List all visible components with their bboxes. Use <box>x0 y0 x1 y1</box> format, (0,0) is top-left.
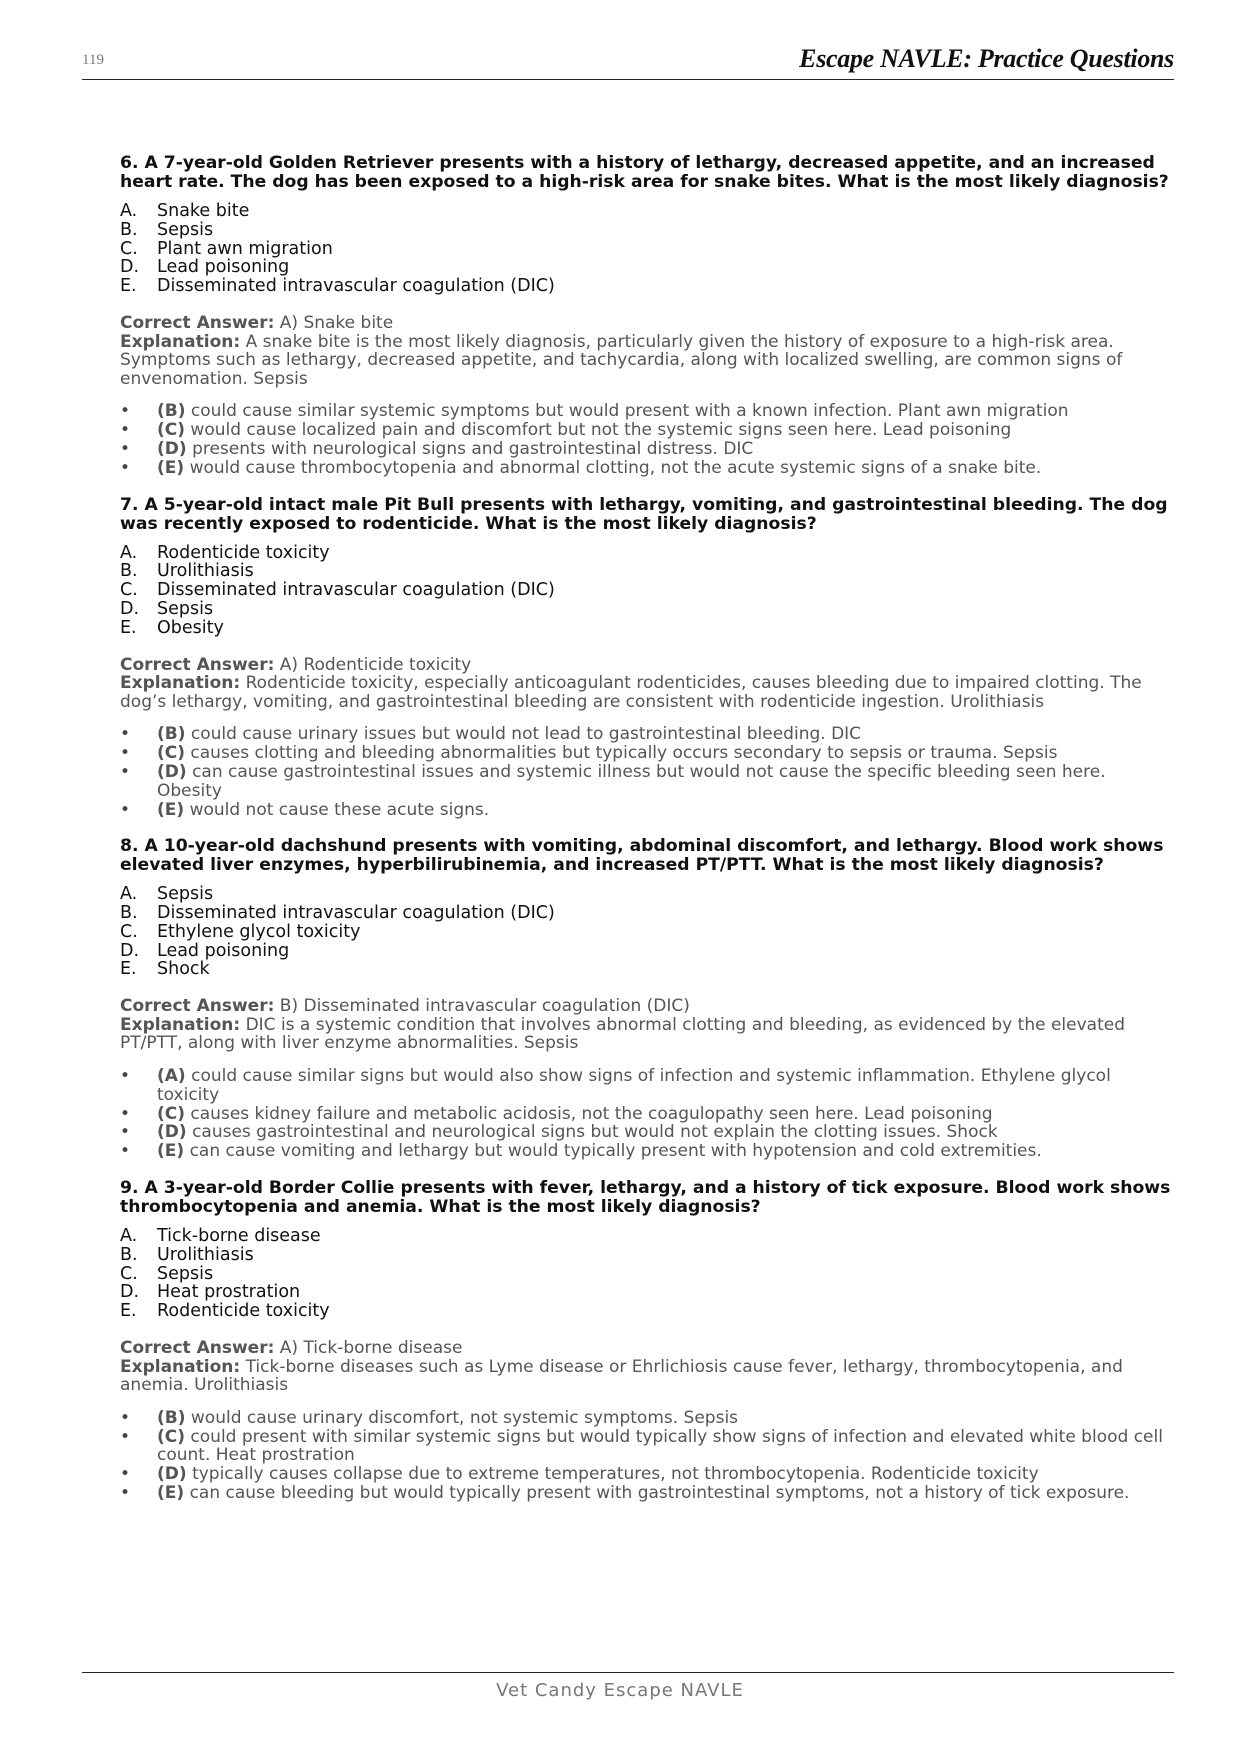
distractor-notes <box>120 725 1175 819</box>
option-text: Shock <box>157 959 210 980</box>
distractor-text: can cause gastrointestinal issues and systemic illness but would not cause the specific bleeding seen here. Obesity <box>157 761 1106 801</box>
answer-option <box>120 544 1175 563</box>
option-letter: D. <box>120 257 140 278</box>
option-letter: A. <box>120 1226 138 1247</box>
answer-options <box>120 544 1175 638</box>
distractor-note <box>120 1465 1175 1484</box>
question-block <box>120 496 1175 820</box>
option-code: (E) <box>157 1483 185 1503</box>
distractor-note <box>120 1123 1175 1142</box>
option-letter: D. <box>120 1282 140 1303</box>
option-letter: E. <box>120 276 137 297</box>
bullet-icon: • <box>120 438 131 459</box>
option-letter: B. <box>120 1244 138 1265</box>
correct-answer-line <box>120 997 1175 1016</box>
distractor-note-body <box>157 1484 1129 1503</box>
bullet-icon: • <box>120 799 131 820</box>
distractor-note-body <box>157 1123 998 1142</box>
correct-answer-value: B) Disseminated intravascular coagulation (DIC) <box>279 996 690 1017</box>
distractor-notes <box>120 1409 1175 1503</box>
distractor-note-body <box>157 421 1011 440</box>
option-text: Plant awn migration <box>157 238 333 259</box>
correct-answer-label: Correct Answer: <box>120 654 275 675</box>
distractor-note-body <box>157 744 1057 763</box>
explanation-label: Explanation: <box>120 331 241 352</box>
question-stem: 8. A 10-year-old dachshund presents with vomiting, abdominal discomfort, and lethargy. Blood work shows elevated liver enzymes, hyperbilirubinemia, and increased PT/PTT. What is the most likely diagnosis? <box>120 836 1164 876</box>
option-code: (D) <box>157 438 187 459</box>
correct-answer-label: Correct Answer: <box>120 996 275 1017</box>
question-block <box>120 837 1175 1161</box>
option-text: Disseminated intravascular coagulation (DIC) <box>157 276 555 297</box>
answer-option <box>120 562 1175 581</box>
distractor-note <box>120 1409 1175 1428</box>
distractor-notes <box>120 402 1175 477</box>
option-text: Heat prostration <box>157 1282 301 1303</box>
distractor-note <box>120 1484 1175 1503</box>
bullet-icon: • <box>120 1066 131 1087</box>
option-text: Disseminated intravascular coagulation (DIC) <box>157 903 555 924</box>
distractor-notes <box>120 1067 1175 1161</box>
distractor-note-body <box>157 1409 738 1428</box>
distractor-text: would cause thrombocytopenia and abnormal clotting, not the acute systemic signs of a snake bite. <box>189 457 1042 478</box>
option-code: (E) <box>157 1141 185 1162</box>
option-text: Sepsis <box>157 219 214 240</box>
distractor-note <box>120 402 1175 421</box>
distractor-text: causes gastrointestinal and neurological signs but would not explain the clotting issues. Shock <box>192 1122 998 1143</box>
distractor-text: causes kidney failure and metabolic acidosis, not the coagulopathy seen here. Lead poisoning <box>190 1103 993 1124</box>
correct-answer-value: A) Snake bite <box>279 312 394 333</box>
distractor-note <box>120 763 1175 801</box>
question-stem: 9. A 3-year-old Border Collie presents with fever, lethargy, and a history of tick exposure. Blood work shows thrombocytopenia and anemia. What is the most likely diagnosis? <box>120 1178 1171 1218</box>
option-code: (D) <box>157 1464 187 1485</box>
distractor-note-body <box>157 1465 1039 1484</box>
explanation-line <box>120 1016 1175 1053</box>
distractor-note-body <box>157 1142 1042 1161</box>
bullet-icon: • <box>120 1407 131 1428</box>
distractor-note <box>120 1105 1175 1124</box>
footer-divider <box>82 1672 1174 1673</box>
explanation-text: Tick-borne diseases such as Lyme disease or Ehrlichiosis cause fever, lethargy, thrombocytopenia, and anemia. Urolithiasis <box>120 1356 1123 1396</box>
distractor-note <box>120 725 1175 744</box>
answer-section <box>120 997 1175 1053</box>
question-stem: 7. A 5-year-old intact male Pit Bull presents with lethargy, vomiting, and gastrointestinal bleeding. The dog was recently exposed to rodenticide. What is the most likely diagnosis? <box>120 494 1168 534</box>
distractor-note-body <box>157 1067 1175 1105</box>
distractor-text: would not cause these acute signs. <box>189 799 490 820</box>
bullet-icon: • <box>120 743 131 764</box>
option-code: (C) <box>157 1103 186 1124</box>
option-code: (E) <box>157 799 185 820</box>
distractor-note-body <box>157 763 1175 801</box>
distractor-text: could cause urinary issues but would not lead to gastrointestinal bleeding. DIC <box>190 724 862 745</box>
option-code: (E) <box>157 457 185 478</box>
option-letter: C. <box>120 921 138 942</box>
explanation-text: DIC is a systemic condition that involves abnormal clotting and bleeding, as evidenced by the elevated PT/PTT, along with liver enzyme abnormalities. Sepsis <box>120 1014 1125 1054</box>
option-text: Sepsis <box>157 598 214 619</box>
header-divider <box>82 79 1174 80</box>
distractor-note <box>120 421 1175 440</box>
running-header-title: Escape NAVLE: Practice Questions <box>799 44 1174 73</box>
explanation-text: Rodenticide toxicity, especially anticoagulant rodenticides, causes bleeding due to impaired clotting. The dog’s lethargy, vomiting, and gastrointestinal bleeding are consistent with rodenticide ingestion. Urolithiasis <box>120 673 1142 712</box>
option-code: (D) <box>157 761 187 782</box>
answer-option <box>120 1227 1175 1246</box>
explanation-line <box>120 1358 1175 1395</box>
explanation-label: Explanation: <box>120 673 241 694</box>
correct-answer-line <box>120 1339 1175 1358</box>
distractor-text: could present with similar systemic signs but would typically show signs of infection and elevated white blood cell count. Heat prostration <box>157 1426 1163 1466</box>
option-code: (A) <box>157 1066 186 1087</box>
correct-answer-line <box>120 656 1175 675</box>
correct-answer-label: Correct Answer: <box>120 1338 275 1359</box>
question-block <box>120 154 1175 478</box>
distractor-text: can cause bleeding but would typically present with gastrointestinal symptoms, not a history of tick exposure. <box>189 1483 1130 1503</box>
distractor-note <box>120 1428 1175 1466</box>
answer-options <box>120 202 1175 296</box>
answer-option <box>120 942 1175 961</box>
distractor-note <box>120 801 1175 820</box>
bullet-icon: • <box>120 761 131 782</box>
answer-option <box>120 885 1175 904</box>
option-text: Sepsis <box>157 1263 214 1284</box>
answer-option <box>120 240 1175 259</box>
distractor-note <box>120 1142 1175 1161</box>
option-letter: C. <box>120 580 138 601</box>
explanation-line <box>120 333 1175 389</box>
bullet-icon: • <box>120 1103 131 1124</box>
distractor-note-body <box>157 1105 993 1124</box>
bullet-icon: • <box>120 420 131 441</box>
answer-section <box>120 314 1175 388</box>
explanation-label: Explanation: <box>120 1014 241 1035</box>
question-stem: 6. A 7-year-old Golden Retriever presents with a history of lethargy, decreased appetite, and an increased heart rate. The dog has been exposed to a high-risk area for snake bites. What is the most likely diagnosis? <box>120 153 1169 192</box>
explanation-text: A snake bite is the most likely diagnosis, particularly given the history of exposure to a high-risk area. Symptoms such as lethargy, decreased appetite, and tachycardia, along with localized swelling, are common signs of envenomation. Sepsis <box>120 331 1123 389</box>
option-text: Urolithiasis <box>157 1244 254 1265</box>
distractor-text: can cause vomiting and lethargy but would typically present with hypotension and cold extremities. <box>189 1141 1042 1162</box>
option-text: Snake bite <box>157 201 250 221</box>
option-text: Obesity <box>157 617 224 638</box>
correct-answer-line <box>120 314 1175 333</box>
bullet-icon: • <box>120 724 131 745</box>
option-code: (C) <box>157 743 186 764</box>
answer-option <box>120 1246 1175 1265</box>
distractor-note <box>120 1067 1175 1105</box>
answer-section <box>120 1339 1175 1395</box>
option-text: Rodenticide toxicity <box>157 1301 330 1322</box>
answer-option <box>120 600 1175 619</box>
footer-text: Vet Candy Escape NAVLE <box>496 1680 744 1701</box>
distractor-text: causes clotting and bleeding abnormalities but typically occurs secondary to sepsis or trauma. Sepsis <box>190 743 1058 764</box>
distractor-text: presents with neurological signs and gastrointestinal distress. DIC <box>192 438 754 459</box>
answer-option <box>120 1265 1175 1284</box>
option-letter: D. <box>120 598 140 619</box>
answer-section <box>120 656 1175 712</box>
option-letter: E. <box>120 617 137 638</box>
option-text: Lead poisoning <box>157 940 290 961</box>
option-text: Disseminated intravascular coagulation (DIC) <box>157 580 555 601</box>
distractor-note-body <box>157 459 1041 478</box>
distractor-text: typically causes collapse due to extreme temperatures, not thrombocytopenia. Rodenticide toxicity <box>192 1464 1039 1485</box>
distractor-note-body <box>157 440 753 459</box>
distractor-note-body <box>157 801 489 820</box>
bullet-icon: • <box>120 1426 131 1447</box>
answer-option <box>120 960 1175 979</box>
correct-answer-value: A) Rodenticide toxicity <box>279 654 472 675</box>
answer-option <box>120 221 1175 240</box>
distractor-text: would cause urinary discomfort, not systemic symptoms. Sepsis <box>190 1407 739 1428</box>
distractor-text: could cause similar systemic symptoms but would present with a known infection. Plant awn migration <box>190 401 1069 422</box>
option-letter: E. <box>120 1301 137 1322</box>
option-code: (C) <box>157 1426 186 1447</box>
answer-option <box>120 1302 1175 1321</box>
option-text: Tick-borne disease <box>157 1226 321 1247</box>
distractor-note <box>120 440 1175 459</box>
distractor-note-body <box>157 725 861 744</box>
option-code: (D) <box>157 1122 187 1143</box>
bullet-icon: • <box>120 401 131 422</box>
option-text: Ethylene glycol toxicity <box>157 921 361 942</box>
question-block <box>120 1179 1175 1503</box>
distractor-note <box>120 459 1175 478</box>
bullet-icon: • <box>120 1464 131 1485</box>
answer-options <box>120 885 1175 979</box>
distractor-text: could cause similar signs but would also show signs of infection and systemic inflammation. Ethylene glycol toxicity <box>157 1066 1111 1105</box>
bullet-icon: • <box>120 1141 131 1162</box>
explanation-label: Explanation: <box>120 1356 241 1377</box>
answer-option <box>120 202 1175 221</box>
option-letter: C. <box>120 1263 138 1284</box>
option-code: (B) <box>157 724 186 745</box>
option-text: Lead poisoning <box>157 257 290 278</box>
answer-option <box>120 1283 1175 1302</box>
option-letter: A. <box>120 884 138 905</box>
option-letter: C. <box>120 238 138 259</box>
distractor-text: would cause localized pain and discomfort but not the systemic signs seen here. Lead poisoning <box>190 420 1012 441</box>
correct-answer-label: Correct Answer: <box>120 312 275 333</box>
option-letter: D. <box>120 940 140 961</box>
answer-option <box>120 923 1175 942</box>
answer-option <box>120 904 1175 923</box>
option-text: Sepsis <box>157 884 214 905</box>
distractor-note-body <box>157 1428 1175 1466</box>
answer-option <box>120 619 1175 638</box>
option-letter: A. <box>120 201 138 221</box>
bullet-icon: • <box>120 1122 131 1143</box>
option-text: Rodenticide toxicity <box>157 542 330 563</box>
answer-option <box>120 581 1175 600</box>
option-letter: E. <box>120 959 137 980</box>
question-list <box>120 154 1175 1521</box>
page-number: 119 <box>82 52 104 68</box>
option-code: (C) <box>157 420 186 441</box>
option-letter: B. <box>120 219 138 240</box>
option-letter: A. <box>120 542 138 563</box>
option-code: (B) <box>157 1407 186 1428</box>
explanation-line <box>120 674 1175 711</box>
bullet-icon: • <box>120 1483 131 1503</box>
distractor-note-body <box>157 402 1069 421</box>
answer-options <box>120 1227 1175 1321</box>
distractor-note <box>120 744 1175 763</box>
option-letter: B. <box>120 903 138 924</box>
answer-option <box>120 258 1175 277</box>
answer-option <box>120 277 1175 296</box>
option-text: Urolithiasis <box>157 561 254 582</box>
bullet-icon: • <box>120 457 131 478</box>
option-code: (B) <box>157 401 186 422</box>
option-letter: B. <box>120 561 138 582</box>
correct-answer-value: A) Tick-borne disease <box>279 1338 463 1359</box>
